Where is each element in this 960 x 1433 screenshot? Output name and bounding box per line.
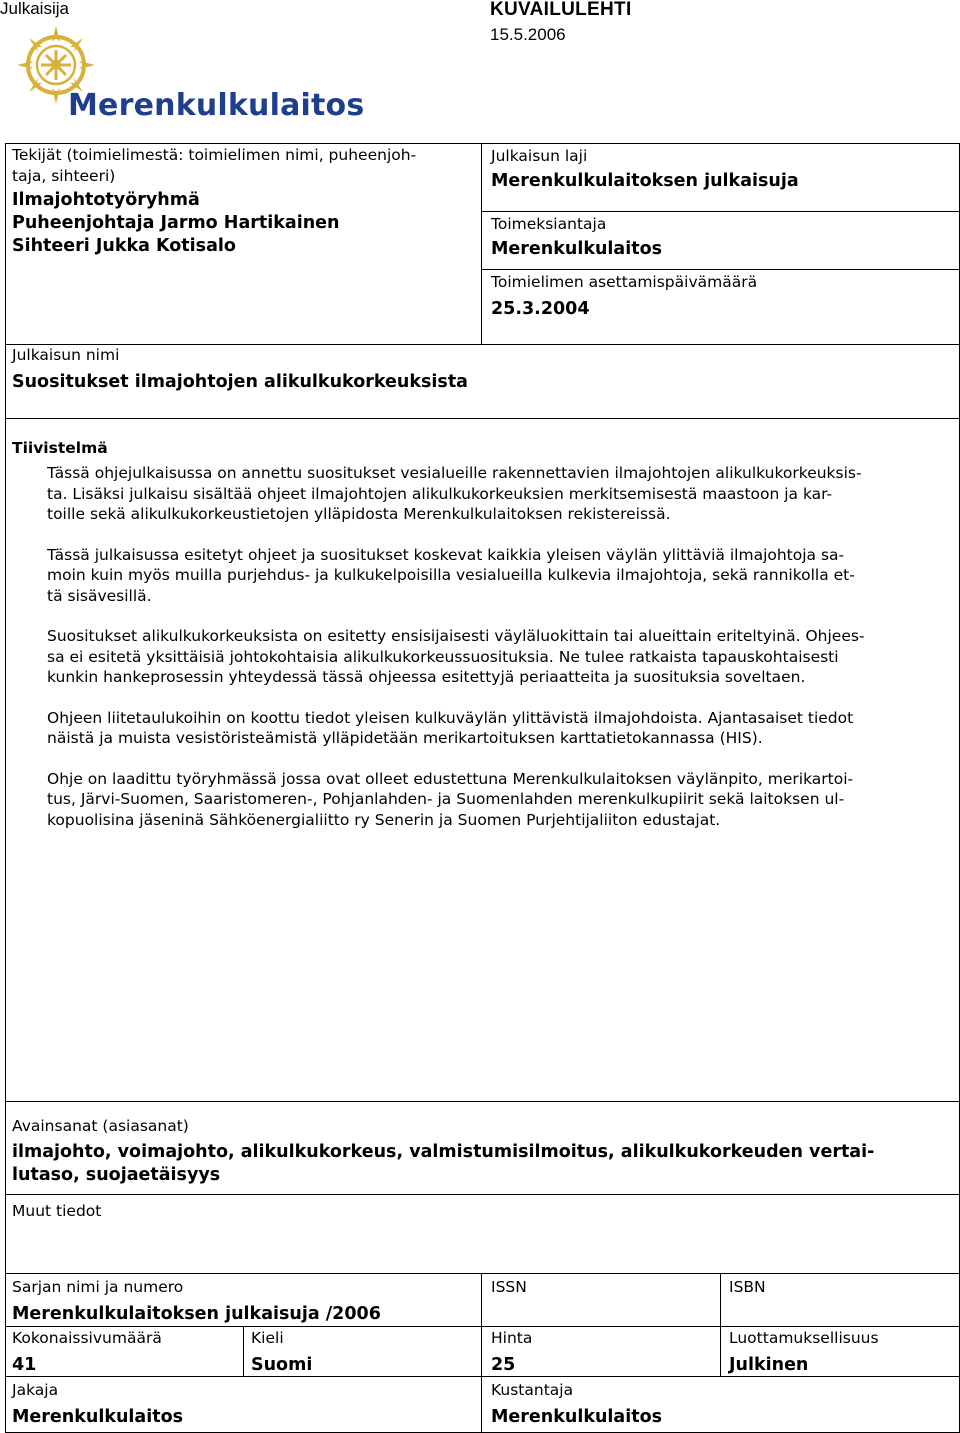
commissioner-label: Toimeksiantaja <box>491 215 607 233</box>
publication-type-value: Merenkulkulaitoksen julkaisuja <box>491 171 799 191</box>
language-label: Kieli <box>251 1329 284 1347</box>
confidentiality-label: Luottamuksellisuus <box>729 1329 879 1347</box>
price-label: Hinta <box>491 1329 533 1347</box>
abstract-paragraph: Tässä julkaisussa esitetyt ohjeet ja suositukset koskevat kaikkia yleisen väylän ylittäviä ilmajohtoja sa- moin kuin myös muilla purjehdus- ja kulkukelpoisilla vesialueilla kulkevia ilmajohtoja, sekä rannikolla et- tä sisävesillä. <box>47 545 855 605</box>
document-type: KUVAILULEHTI <box>490 0 632 20</box>
page-count-value: 41 <box>12 1355 37 1375</box>
keywords-label: Avainsanat (asiasanat) <box>12 1117 189 1135</box>
language-value: Suomi <box>251 1355 313 1375</box>
page-count-label: Kokonaissivumäärä <box>12 1329 162 1347</box>
document-date: 15.5.2006 <box>490 25 566 44</box>
price-value: 25 <box>491 1355 516 1375</box>
distributor-label: Jakaja <box>12 1381 59 1399</box>
authors-values: Ilmajohtotyöryhmä Puheenjohtaja Jarmo Hartikainen Sihteeri Jukka Kotisalo <box>12 190 340 256</box>
series-label: Sarjan nimi ja numero <box>12 1278 184 1296</box>
abstract-paragraph: Ohjeen liitetaulukoihin on koottu tiedot yleisen kulkuväylän ylittävistä ilmajohdoista. Ajantasaiset tiedot näistä ja muista vesistöristeämistä ylläpidetään merikartoituksen karttatietokannassa (HIS). <box>47 708 854 747</box>
other-info-label: Muut tiedot <box>12 1202 102 1220</box>
publisher-label: Julkaisija <box>0 0 69 18</box>
title-label: Julkaisun nimi <box>12 346 120 364</box>
abstract-label: Tiivistelmä <box>12 439 108 457</box>
series-value: Merenkulkulaitoksen julkaisuja /2006 <box>12 1304 381 1324</box>
authors-section <box>12 145 416 258</box>
confidentiality-value: Julkinen <box>729 1355 809 1375</box>
keywords-values: ilmajohto, voimajohto, alikulkukorkeus, valmistumisilmoitus, alikulkukorkeuden vertai- lutaso, suojaetäisyys <box>12 1142 875 1185</box>
established-date-value: 25.3.2004 <box>491 299 590 319</box>
authors-label: Tekijät (toimielimestä: toimielimen nimi, puheenjoh- taja, sihteeri) <box>12 146 417 185</box>
distributor-value: Merenkulkulaitos <box>12 1407 184 1427</box>
isbn-label: ISBN <box>729 1278 766 1296</box>
abstract-paragraph: Tässä ohjejulkaisussa on annettu suositukset vesialueille rakennettavien ilmajohtojen alikulkukorkeuksis- ta. Lisäksi julkaisu sisältää ohjeet ilmajohtojen alikulkukorkeuksien merkitsemisestä maastoon ja kar- toille sekä alikulkukorkeustietojen ylläpidosta Merenkulkulaitoksen rekistereissä. <box>47 464 862 523</box>
issn-label: ISSN <box>491 1278 527 1296</box>
abstract-paragraph: Suositukset alikulkukorkeuksista on esitetty ensisijaisesti väyläluokittain tai alueittain eriteltyinä. Ohjees- sa ei esitetä yksittäisiä johtokohtaisia alikulkukorkeussuosituksia. Ne tulee ratkaista tapauskohtaisesti kunkin hankeprosessin yhteydessä tässä ohjeessa esitettyjä periaatteita ja suosituksia soveltaen. <box>47 627 865 686</box>
publication-title: Suositukset ilmajohtojen alikulkukorkeuksista <box>12 372 468 392</box>
abstract-paragraph: Ohje on laadittu työryhmässä jossa ovat olleet edustettuna Merenkulkulaitoksen väylänpito, merikartoi- tus, Järvi-Suomen, Saaristomeren-, Pohjanlahden- ja Suomenlahden merenkulkupiirit sekä laitoksen ul- kopuolisina jäseninä Sähköenergialiitto ry Senerin ja Suomen Purjehtijaliiton edustajat. <box>47 769 854 829</box>
established-date-label: Toimielimen asettamispäivämäärä <box>491 273 758 291</box>
publisher-field-label: Kustantaja <box>491 1381 574 1399</box>
abstract-body <box>47 463 865 850</box>
logo-wordmark: Merenkulkulaitos <box>68 88 365 123</box>
commissioner-value: Merenkulkulaitos <box>491 239 663 259</box>
publisher-field-value: Merenkulkulaitos <box>491 1407 663 1427</box>
publication-type-label: Julkaisun laji <box>491 147 588 165</box>
